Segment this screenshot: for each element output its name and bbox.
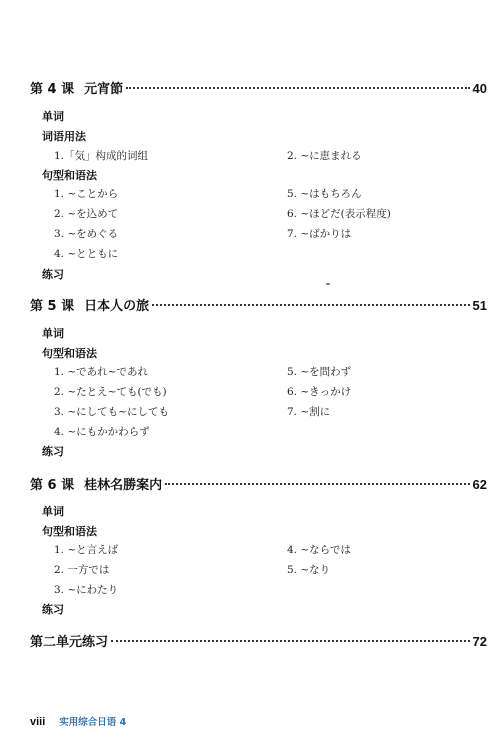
lesson-number: 第 4 课 — [30, 82, 75, 97]
section-grammar: 句型和语法 — [42, 525, 97, 538]
grammar-item: 3. ~にしても~にしても — [54, 406, 169, 418]
toc-entry-unit-review[interactable] — [30, 631, 487, 650]
section-practice: 练习 — [42, 603, 64, 616]
grammar-item: 1. ~であれ~であれ — [54, 366, 148, 378]
section-vocab: 单词 — [42, 327, 64, 340]
dot-leader — [165, 483, 469, 485]
section-vocab: 单词 — [42, 505, 64, 518]
lesson-number: 第 6 课 — [30, 478, 75, 493]
footer-page-number: viii — [30, 716, 46, 728]
grammar-item: 2. 一方では — [54, 564, 110, 576]
unit-review-title: 第二单元练习 — [30, 635, 109, 650]
grammar-item: 2. ~を込めて — [54, 208, 119, 220]
toc-entry-lesson-5[interactable] — [30, 295, 487, 314]
section-practice: 练习 — [42, 445, 64, 458]
dot-leader — [152, 304, 469, 306]
section-vocab: 单词 — [42, 110, 64, 123]
grammar-item: 1. ~ことから — [54, 188, 119, 200]
page-number: 40 — [472, 81, 487, 96]
toc-entry-lesson-6[interactable] — [30, 474, 487, 493]
lesson-title: 元宵節 — [84, 82, 124, 97]
grammar-item: 4. ~にもかかわらず — [54, 426, 150, 438]
section-practice: 练习 — [42, 268, 64, 281]
toc-entry-lesson-4[interactable] — [30, 78, 487, 97]
section-grammar: 句型和语法 — [42, 169, 97, 182]
lesson-number: 第 5 课 — [30, 299, 75, 314]
grammar-item: 5. ~はもちろん — [287, 188, 362, 200]
lesson-title: 桂林名勝案内 — [84, 478, 163, 493]
page-number: 51 — [472, 298, 487, 313]
grammar-item: 5. ~なり — [287, 564, 331, 576]
grammar-item: 3. ~をめぐる — [54, 228, 119, 240]
section-usage: 词语用法 — [42, 130, 86, 143]
grammar-item: 3. ~にわたり — [54, 584, 119, 596]
footer-book-title: 实用综合日语 4 — [59, 717, 127, 728]
grammar-item: 4. ~ならでは — [287, 544, 352, 556]
lesson-title: 日本人の旅 — [84, 299, 150, 314]
grammar-item: 6. ~きっかけ — [287, 386, 352, 398]
grammar-item: 1. ~と言えば — [54, 544, 119, 556]
grammar-item: 6. ~ほどだ(表示程度) — [287, 208, 391, 220]
page-number: 72 — [472, 634, 487, 649]
dot-leader — [126, 87, 469, 89]
usage-item: 1.「気」构成的词组 — [54, 150, 149, 162]
page-number: 62 — [472, 477, 487, 492]
page-footer — [30, 714, 126, 728]
grammar-item: 4. ~とともに — [54, 248, 119, 260]
dot-leader — [111, 640, 470, 642]
print-speck — [326, 283, 330, 285]
section-grammar: 句型和语法 — [42, 347, 97, 360]
grammar-item: 5. ~を問わず — [287, 366, 352, 378]
grammar-item: 2. ~たとえ~ても(でも) — [54, 386, 167, 398]
usage-item: 2. ~に恵まれる — [287, 150, 362, 162]
grammar-item: 7. ~ばかりは — [287, 228, 352, 240]
grammar-item: 7. ~割に — [287, 406, 331, 418]
